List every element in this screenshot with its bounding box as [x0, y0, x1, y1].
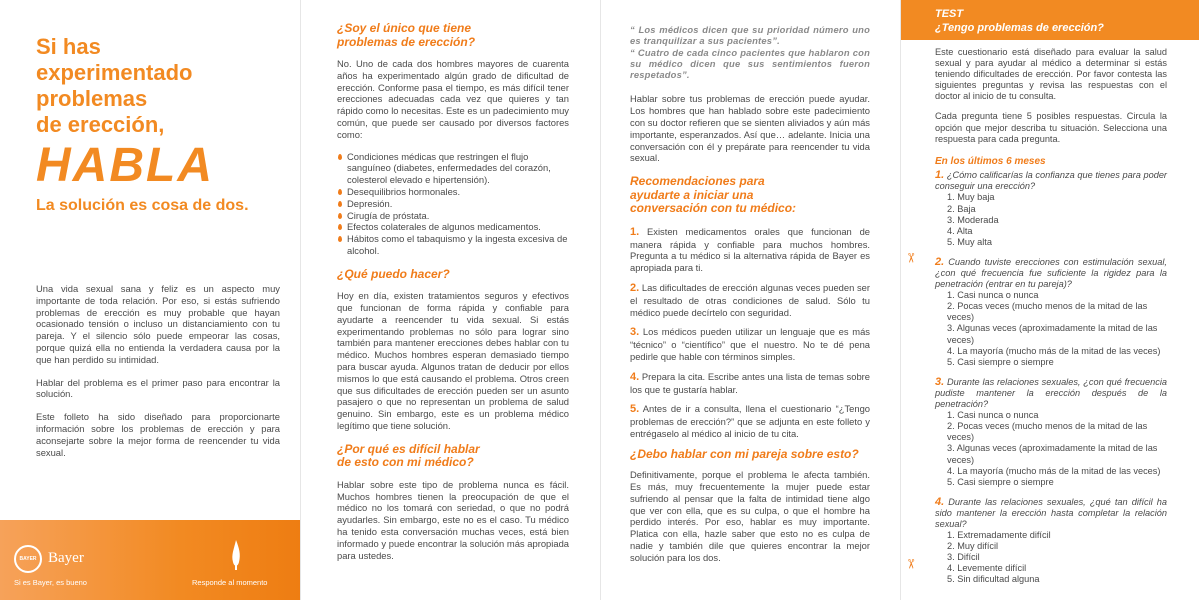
hero-line: Si has [36, 34, 101, 59]
answer-option[interactable]: 5. Sin dificultad alguna [947, 574, 1040, 585]
hero-line: problemas [36, 86, 148, 111]
footer-band [0, 520, 300, 600]
answer-option[interactable]: 1. Casi nunca o nunca [947, 290, 1039, 301]
heading-line: de esto con mi médico? [337, 455, 474, 470]
scissors-icon: ✂ [903, 558, 919, 570]
test-header [901, 0, 1199, 40]
item-text: Los médicos pueden utilizar un lenguaje que es más “técnico” o “científico” que el nuestro. No te dé pena pedirle que hable con términos simples. [630, 326, 870, 362]
section-heading [630, 175, 870, 216]
section-heading [337, 22, 569, 49]
item-number: 4. [630, 370, 640, 383]
section-paragraph: Definitivamente, porque el problema le afecta también. Es más, muy frecuentemente la mujer puede estar sufriendo al pensar que la falta de intimidad tiene algo que ver con ella, que es su culpa, o que el hombre ha perdido interés. Por eso, hablar es muy importante. Platica con ella, hazle saber que esto no es culpa de nadie y también dile que quieres encontrar la mejor solución para los dos. [630, 469, 870, 563]
test-panel [900, 0, 1199, 600]
hero-big-word: HABLA [36, 139, 214, 192]
causes-list [337, 151, 569, 257]
info-column [337, 22, 569, 561]
answer-option[interactable]: 4. La mayoría (mucho más de la mitad de las veces) [947, 345, 1161, 356]
answer-option[interactable]: 5. Casi siempre o siempre [947, 356, 1054, 367]
list-item [630, 326, 870, 362]
answer-option[interactable]: 5. Casi siempre o siempre [947, 476, 1054, 487]
test-title: ¿Tengo problemas de erección? [935, 22, 1104, 34]
hero-title [36, 34, 296, 216]
answer-option[interactable]: 1. Extremadamente difícil [947, 530, 1051, 541]
answer-option[interactable]: 3. Moderada [947, 214, 999, 225]
heading-line: Recomendaciones para [630, 174, 765, 189]
test-column [935, 47, 1167, 586]
section-heading: ¿Debo hablar con mi pareja sobre esto? [630, 446, 859, 461]
item-number: 2. [630, 281, 640, 294]
answer-option[interactable]: 2. Muy difícil [947, 541, 999, 552]
question-label: Durante las relaciones sexuales, ¿qué tan difícil ha sido mantener la erección hasta completar la relación sexual? [935, 496, 1167, 529]
answer-option[interactable]: 4. Alta [947, 225, 973, 236]
item-text: Prepara la cita. Escribe antes una lista de temas sobre los que te gustaría hablar. [630, 370, 871, 395]
section-paragraph: No. Uno de cada dos hombres mayores de cuarenta años ha experimentado algún grado de dificultad de erección. Conforme pasa el tiempo, es más difícil tener erecciones adecuadas cada vez que quieres y tan rápido como lo necesitas. Este es un padecimiento muy común, que puede ser causado por diversos factores como: [337, 58, 569, 140]
question-label: Cuando tuviste erecciones con estimulación sexual, ¿con qué frecuencia fue suficiente la rigidez para la penetración (entrar en tu pareja)? [935, 256, 1167, 290]
question-text [935, 257, 1167, 290]
section-heading: ¿Qué puedo hacer? [337, 266, 450, 281]
recommendations-column [630, 24, 870, 564]
brand-name: Bayer [48, 550, 84, 566]
bayer-cross-logo-icon: BAYER [14, 545, 42, 573]
item-number: 3. [630, 326, 640, 339]
item-text: Las dificultades de erección algunas veces pueden ser el resultado de otras condiciones de salud. Sólo tu médico puede decírtelo con seguridad. [630, 281, 870, 318]
hero-subtitle: La solución es cosa de dos. [36, 197, 249, 214]
cover-panel [0, 0, 300, 600]
answer-option[interactable]: 3. Algunas veces (aproximadamente la mitad de las veces) [947, 443, 1158, 465]
heading-line: problemas de erección? [337, 34, 476, 49]
recommendations-panel [600, 0, 900, 600]
hero-line: experimentado [36, 60, 193, 85]
question-block [935, 377, 1167, 488]
answer-option[interactable]: 2. Pocas veces (mucho menos de la mitad de las veces) [947, 301, 1148, 323]
answer-options [947, 290, 1167, 368]
question-number: 4. [935, 495, 945, 508]
question-number: 1. [935, 169, 945, 182]
section-paragraph: Hablar sobre este tipo de problema nunca es fácil. Muchos hombres tienen la preocupación de que el médico no los tomará con seriedad, o que no podrá ayudarles. Sin embargo, este no es el caso. Tu médico ha tenido esta conversación muchas veces, está bien informado y puede encontrar la solución más apropiada para ustedes. [337, 478, 569, 561]
test-intro: Este cuestionario está diseñado para evaluar la salud sexual y para ayudar al médico a determinar si estás teniendo dificultades de erección. Por favor contesta las siguientes preguntas y revisa las respuestas con el doctor al inicio de tu consulta. [935, 47, 1167, 102]
list-item: Hábitos como el tabaquismo y la ingesta excesiva de alcohol. [337, 233, 569, 257]
heading-line: conversación con tu médico: [630, 201, 797, 216]
question-text [935, 170, 1167, 192]
answer-option[interactable]: 1. Muy baja [947, 192, 995, 203]
list-item [630, 226, 870, 274]
answer-option[interactable]: 4. La mayoría (mucho más de la mitad de las veces) [947, 465, 1161, 476]
answer-option[interactable]: 4. Levemente difícil [947, 563, 1027, 574]
list-item: Desequilibrios hormonales. [337, 186, 569, 198]
question-block [935, 170, 1167, 248]
answer-option[interactable]: 2. Pocas veces (mucho menos de la mitad de las veces) [947, 421, 1148, 443]
question-label: Durante las relaciones sexuales, ¿con qué frecuencia pudiste mantener la erección después de la penetración? [935, 376, 1167, 410]
list-item: Condiciones médicas que restringen el flujo sanguíneo (diabetes, enfermedades del corazón, colesterol elevado e hipertensión). [337, 151, 569, 186]
test-instructions: Cada pregunta tiene 5 posibles respuestas. Circula la opción que mejor describa tu situación. Selecciona una respuesta para cada pregunta. [935, 111, 1167, 144]
cover-paragraph: Hablar del problema es el primer paso para encontrar la solución. [36, 376, 280, 400]
question-block [935, 497, 1167, 586]
campaign-slogan: Responde al momento [192, 578, 268, 587]
answer-options [947, 192, 1167, 247]
hero-line: de erección, [36, 112, 165, 137]
section-heading [337, 443, 569, 470]
list-item [630, 371, 870, 396]
answer-option[interactable]: 3. Algunas veces (aproximadamente la mitad de las veces) [947, 323, 1158, 345]
pull-quote: “ Los médicos dicen que su prioridad número uno es tranquilizar a sus pacientes”. [630, 24, 870, 47]
pull-quote: “ Cuatro de cada cinco pacientes que hablaron con su médico dicen que sus sentimientos fueron respetados”. [630, 46, 870, 81]
answer-option[interactable]: 1. Casi nunca o nunca [947, 410, 1039, 421]
item-text: Existen medicamentos orales que funcionan de manera rápida y confiable para muchos hombres. Pregunta a tu médico si la alternativa rápida de Bayer es apropiada para ti. [630, 225, 870, 274]
period-heading: En los últimos 6 meses [935, 155, 1046, 167]
cover-paragraph: Una vida sexual sana y feliz es un aspecto muy importante de toda relación. Por eso, si estás sufriendo problemas de erección es muy probable que hayan ocasionado tensión o incluso un distanciamiento con tu pareja. Y el silencio sólo puede empeorar las cosas, porque quizá ella no entienda la verdadera causa por la que han perdido su intimidad. [36, 283, 280, 365]
section-paragraph: Hablar sobre tus problemas de erección puede ayudar. Los hombres que han hablado sobre este padecimiento con su doctor refieren que se sienten aliviados y aún más importante, esperanzados. Así que… adelante. Inicia una conversación con él y prepárate para reencender tu vida sexual. [630, 93, 870, 164]
heading-line: ¿Soy el único que tiene [337, 21, 472, 35]
question-text [935, 497, 1167, 530]
heading-line: ayudarte a iniciar una [630, 187, 754, 202]
list-item [630, 282, 870, 318]
question-label: ¿Cómo calificarías la confianza que tienes para poder conseguir una erección? [935, 170, 1167, 192]
recommendations-list [630, 226, 870, 440]
list-item: Efectos colaterales de algunos medicamentos. [337, 221, 569, 233]
flame-icon [231, 540, 241, 570]
test-label: TEST [935, 8, 964, 20]
item-number: 5. [630, 403, 640, 416]
item-number: 1. [630, 225, 640, 238]
brand-slogan: Si es Bayer, es bueno [14, 578, 87, 587]
cover-paragraph: Este folleto ha sido diseñado para proporcionarte información sobre los problemas de erección y para aconsejarte sobre la mejor forma de reencender tu vida sexual. [36, 411, 280, 458]
info-panel [300, 0, 600, 600]
list-item: Depresión. [337, 198, 569, 210]
answer-option[interactable]: 3. Difícil [947, 552, 980, 563]
question-block [935, 257, 1167, 368]
cover-body [36, 283, 280, 469]
heading-line: ¿Por qué es difícil hablar [337, 441, 480, 456]
answer-options [947, 530, 1167, 585]
scissors-icon: ✂ [903, 252, 919, 264]
answer-options [947, 410, 1167, 488]
question-text [935, 377, 1167, 410]
section-paragraph: Hoy en día, existen tratamientos seguros y efectivos que funcionan de forma rápida y confiable para ayudarte a reencender tu vida sexual. Si estás experimentando problemas no sólo para lograr sino también para mantener erecciones debes hablar con tu médico. Muchos hombres esperan demasiado tiempo para buscar ayuda. Algunos tratan de deducir por ellos mismos lo que está causando el problema. Otros creen que sus dificultades de erección pueden ser un asunto pasajero o que no representan un problema de salud genuino. Sin embargo, este es un problema médico legítimo que tiene solución. [337, 290, 569, 432]
answer-option[interactable]: 2. Baja [947, 203, 976, 214]
question-number: 2. [935, 255, 945, 268]
answer-option[interactable]: 5. Muy alta [947, 236, 992, 247]
list-item: Cirugía de próstata. [337, 210, 569, 222]
list-item [630, 403, 870, 439]
question-number: 3. [935, 375, 945, 388]
item-text: Antes de ir a consulta, llena el cuestionario “¿Tengo problemas de erección?” que se adjunta en este folleto y entrégaselo al médico al inicio de tu cita. [630, 403, 870, 439]
